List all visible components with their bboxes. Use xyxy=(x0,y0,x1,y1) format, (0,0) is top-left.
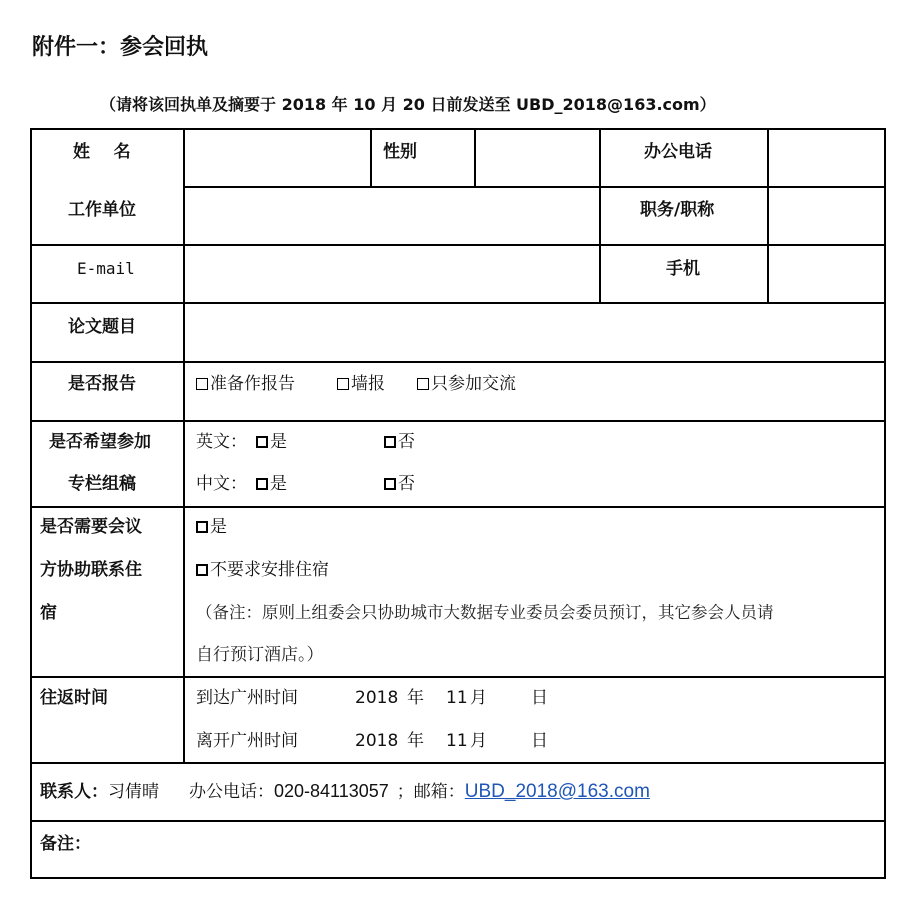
position-label: 职务/职称 xyxy=(640,200,715,220)
arrive-month: 11 xyxy=(446,688,468,708)
row-divider xyxy=(30,820,886,822)
travel-label: 往返时间 xyxy=(40,688,108,708)
name-label: 姓 名 xyxy=(73,142,131,162)
gender-input[interactable] xyxy=(480,136,598,182)
page-title: 附件一：参会回执 xyxy=(32,35,209,60)
lodging-note-line2: 自行预订酒店。） xyxy=(196,645,324,665)
english-no-option[interactable]: 否 xyxy=(384,432,415,452)
column-label-line1: 是否希望参加 xyxy=(49,432,151,452)
column-label-line2: 专栏组稿 xyxy=(68,474,136,494)
checkbox-icon xyxy=(196,521,208,533)
row-divider xyxy=(30,420,886,422)
column-divider xyxy=(767,128,769,302)
checkbox-icon xyxy=(384,478,396,490)
report-label: 是否报告 xyxy=(68,374,136,394)
arrive-label: 到达广州时间 xyxy=(196,688,298,708)
contact-name: 习倩晴 xyxy=(108,782,159,802)
column-divider xyxy=(370,128,372,186)
english-yes-option[interactable]: 是 xyxy=(256,432,287,452)
leave-year: 2018 xyxy=(355,731,399,751)
position-input[interactable] xyxy=(773,194,885,240)
leave-label: 离开广州时间 xyxy=(196,731,298,751)
row-divider xyxy=(30,302,886,304)
leave-month: 11 xyxy=(446,731,468,751)
checkbox-icon xyxy=(196,564,208,576)
lodging-yes-option[interactable]: 是 xyxy=(196,517,227,537)
checkbox-icon xyxy=(384,436,396,448)
mobile-input[interactable] xyxy=(773,252,885,298)
arrive-year-unit: 年 xyxy=(407,688,424,708)
contact-separator: ；邮箱： xyxy=(396,782,465,802)
english-label: 英文： xyxy=(196,432,247,452)
contact-phone: 020-84113057 xyxy=(274,781,389,801)
lodging-label-line1: 是否需要会议 xyxy=(40,517,142,537)
column-divider xyxy=(183,128,185,762)
submission-instruction: （请将该回执单及摘要于 2018 年 10 月 20 日前发送至 UBD_2018@163.com） xyxy=(100,95,716,114)
lodging-label-line3: 宿 xyxy=(40,603,57,623)
row-divider xyxy=(30,361,886,363)
row-divider xyxy=(30,762,886,764)
contact-label: 联系人： xyxy=(40,782,108,802)
contact-line xyxy=(40,781,650,802)
leave-day-unit: 日 xyxy=(531,731,548,751)
work-unit-label: 工作单位 xyxy=(68,200,136,220)
report-option-prepare[interactable]: 准备作报告 xyxy=(196,374,295,394)
lodging-label-line2: 方协助联系住 xyxy=(40,560,142,580)
arrive-day-unit: 日 xyxy=(531,688,548,708)
checkbox-icon xyxy=(337,378,349,390)
row-divider xyxy=(30,506,886,508)
arrive-year: 2018 xyxy=(355,688,399,708)
chinese-no-option[interactable]: 否 xyxy=(384,474,415,494)
chinese-label: 中文： xyxy=(196,474,247,494)
chinese-yes-option[interactable]: 是 xyxy=(256,474,287,494)
report-option-exchange[interactable]: 只参加交流 xyxy=(417,374,516,394)
checkbox-icon xyxy=(196,378,208,390)
contact-email-link[interactable]: UBD_2018@163.com xyxy=(464,781,650,802)
report-option-poster[interactable]: 墙报 xyxy=(337,374,385,394)
email-label: E-mail xyxy=(77,259,135,278)
email-input[interactable] xyxy=(190,252,598,298)
paper-title-label: 论文题目 xyxy=(68,317,136,337)
row-divider xyxy=(184,186,886,188)
leave-year-unit: 年 xyxy=(407,731,424,751)
arrive-month-unit: 月 xyxy=(470,688,487,708)
row-divider xyxy=(30,244,886,246)
lodging-no-option[interactable]: 不要求安排住宿 xyxy=(196,560,329,580)
row-divider xyxy=(30,676,886,678)
column-divider xyxy=(599,128,601,302)
leave-month-unit: 月 xyxy=(470,731,487,751)
gender-label: 性别 xyxy=(383,142,417,162)
office-phone-label: 办公电话 xyxy=(644,142,712,162)
remarks-input[interactable] xyxy=(100,828,884,874)
lodging-note-line1: （备注：原则上组委会只协助城市大数据专业委员会委员预订，其它参会人员请 xyxy=(196,603,774,622)
remarks-label: 备注： xyxy=(40,834,91,854)
column-divider xyxy=(474,128,476,186)
office-phone-input[interactable] xyxy=(773,136,885,182)
checkbox-icon xyxy=(417,378,429,390)
checkbox-icon xyxy=(256,478,268,490)
work-unit-input[interactable] xyxy=(190,194,598,240)
checkbox-icon xyxy=(256,436,268,448)
name-input[interactable] xyxy=(190,136,369,182)
registration-form-table xyxy=(30,128,886,879)
paper-title-input[interactable] xyxy=(190,310,884,356)
contact-phone-label: 办公电话： xyxy=(189,782,274,802)
mobile-label: 手机 xyxy=(666,259,700,279)
